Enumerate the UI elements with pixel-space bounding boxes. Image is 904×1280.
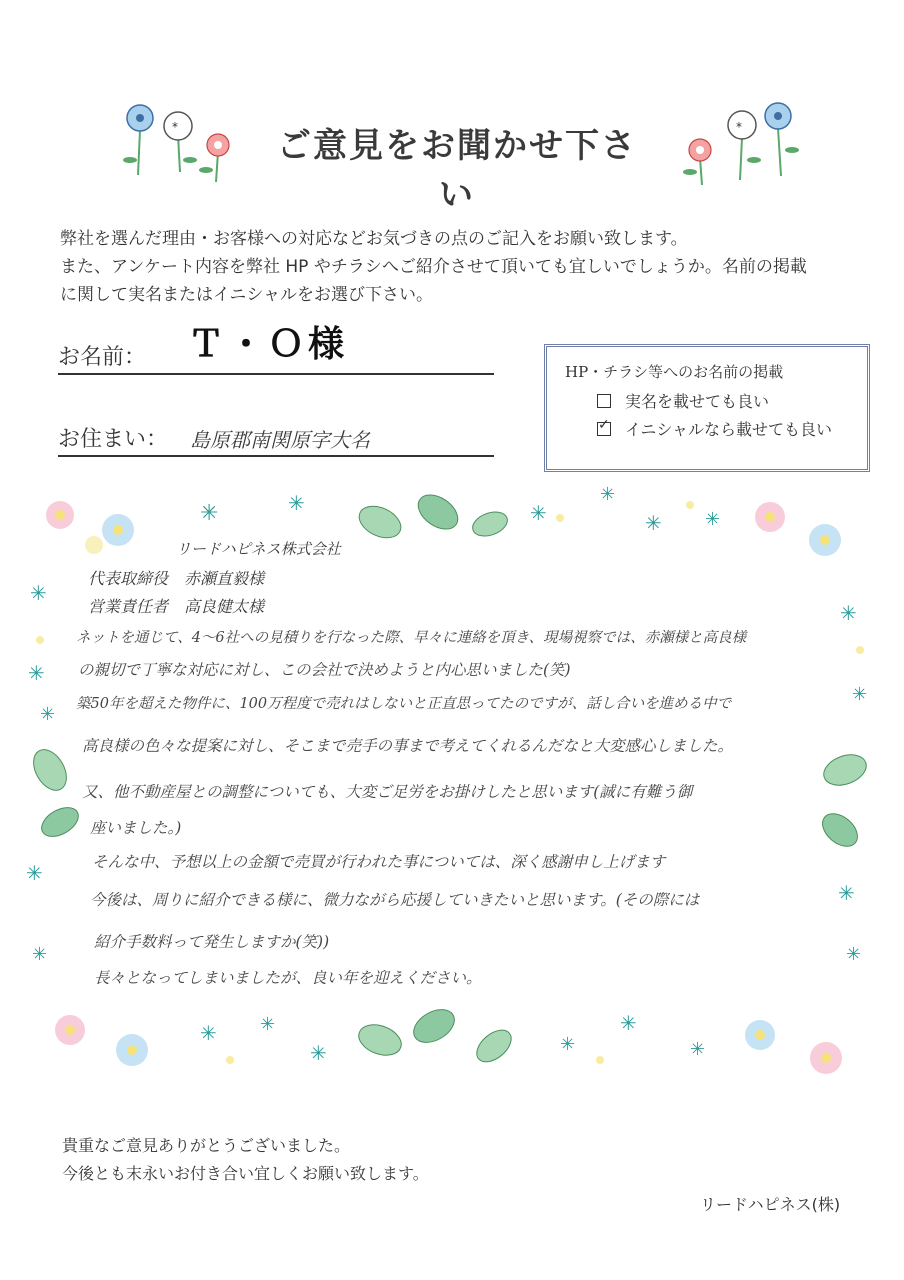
publish-consent-box (544, 344, 870, 472)
svg-text:✳: ✳ (30, 581, 47, 605)
address-label: お住まい： (58, 427, 169, 452)
svg-text:✳: ✳ (200, 1021, 217, 1045)
letter-line: 今後は、周りに紹介できる様に、微力ながら応援していきたいと思います。(その際には (90, 891, 700, 909)
svg-text:✳: ✳ (838, 881, 855, 905)
svg-text:✳: ✳ (600, 484, 616, 505)
svg-text:✳: ✳ (645, 511, 662, 535)
header-flowers-right-icon (683, 103, 799, 185)
company-signature: リードハピネス(株) (700, 1195, 841, 1214)
checkbox-initials[interactable] (597, 417, 611, 436)
border-left-icon (26, 581, 83, 965)
name-label: お名前： (58, 345, 147, 370)
svg-text:✳: ✳ (840, 601, 857, 625)
name-value: Ｔ・Ｏ様 (188, 324, 349, 365)
svg-text:✳: ✳ (705, 509, 721, 530)
svg-text:✳: ✳ (260, 1014, 276, 1035)
letter-line: の親切で丁寧な対応に対し、この会社で決めようと内心思いました(笑) (78, 661, 571, 679)
svg-text:✳: ✳ (200, 501, 219, 526)
svg-text:✳: ✳ (40, 704, 56, 725)
closing-line-2: 今後とも末永いお付き合い宜しくお願い致します。 (62, 1164, 429, 1183)
letter-line: 座いました。) (90, 819, 182, 837)
border-bottom-icon (55, 1003, 842, 1074)
border-right-icon (816, 601, 870, 965)
option-real-name[interactable] (597, 389, 769, 412)
svg-text:✳: ✳ (852, 684, 868, 705)
letter-line: 又、他不動産屋との調整についても、大変ご足労をお掛けしたと思います(誠に有難う御 (82, 783, 693, 801)
option-initials-label: イニシャルなら載せても良い (625, 420, 833, 439)
name-underline (58, 373, 494, 375)
intro-line-2: また、アンケート内容を弊社 HP やチラシへご紹介させて頂いても宜しいでしょうか。名前の掲載 (60, 257, 807, 277)
checkbox-real-name[interactable] (597, 394, 611, 408)
publish-box-heading: HP・チラシ等へのお名前の掲載 (565, 363, 784, 381)
border-top-icon (46, 484, 841, 556)
letter-line: ネットを通じて、4～6社への見積りを行なった際、早々に連絡を頂き、現場視察では、赤瀬様と高良様 (76, 630, 747, 646)
header-flowers-left-icon (123, 105, 229, 182)
svg-text:✳: ✳ (846, 944, 862, 965)
checkmark-icon: ✓ (598, 417, 610, 433)
svg-text:*: * (172, 120, 178, 134)
svg-text:✳: ✳ (560, 1034, 576, 1055)
svg-text:✳: ✳ (288, 491, 305, 515)
intro-line-1: 弊社を選んだ理由・お客様への対応などお気づきの点のご記入をお願い致します。 (60, 229, 688, 249)
letter-line: 高良様の色々な提案に対し、そこまで売手の事まで考えてくれるんだなと大変感心しました。 (82, 737, 734, 755)
letter-to-company: リードハピネス株式会社 (176, 540, 341, 558)
intro-line-3: に関して実名またはイニシャルをお選び下さい。 (60, 285, 433, 305)
svg-text:✳: ✳ (690, 1039, 706, 1060)
svg-text:✳: ✳ (620, 1011, 637, 1035)
svg-text:✳: ✳ (530, 501, 547, 525)
closing-line-1: 貴重なご意見ありがとうございました。 (62, 1136, 351, 1155)
letter-to-ceo: 代表取締役 赤瀬直毅様 (88, 569, 265, 588)
option-initials[interactable] (597, 417, 832, 440)
svg-text:✳: ✳ (310, 1041, 327, 1065)
address-underline (58, 455, 494, 457)
intro-text (60, 225, 860, 309)
letter-line: 築50年を超えた物件に、100万程度で売れはしないと正直思ってたのですが、話し合いを進める中で (76, 696, 732, 712)
letter-line: 長々となってしまいましたが、良い年を迎えください。 (94, 969, 482, 987)
svg-text:*: * (736, 120, 742, 134)
closing-text (62, 1132, 429, 1188)
page-title: ご意見をお聞かせ下さい (277, 126, 637, 215)
svg-text:✳: ✳ (28, 661, 45, 685)
address-value: 島原郡南関原字大名 (190, 428, 370, 452)
letter-line: 紹介手数料って発生しますか(笑)) (94, 933, 330, 951)
letter-to-manager: 営業責任者 高良健太様 (88, 597, 265, 616)
option-real-name-label: 実名を載せても良い (625, 392, 770, 411)
letter-line: そんな中、予想以上の金額で売買が行われた事については、深く感謝申し上げます (92, 853, 666, 871)
svg-text:✳: ✳ (26, 861, 43, 885)
svg-text:✳: ✳ (32, 944, 48, 965)
